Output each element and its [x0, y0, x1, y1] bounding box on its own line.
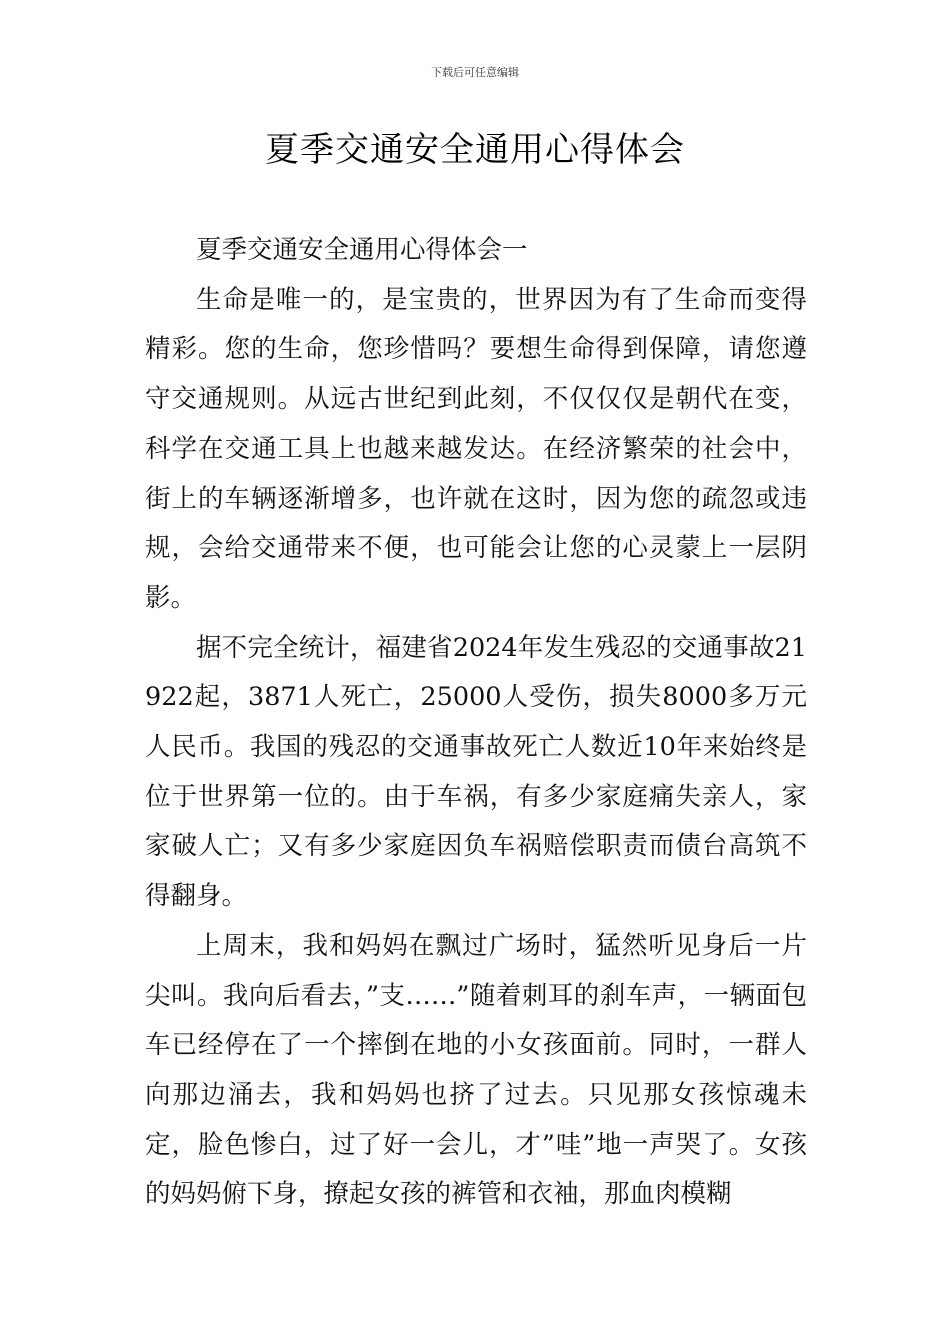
section-heading: 夏季交通安全通用心得体会一: [196, 235, 528, 265]
document-title: 夏季交通安全通用心得体会: [265, 130, 685, 170]
paragraph-2: 据不完全统计，福建省2024年发生残忍的交通事故21922起，3871人死亡，25000人受伤，损失8000多万元人民币。我国的残忍的交通事故死亡人数近10年来始终是位于世界第一位的。由于车祸，有多少家庭痛失亲人，家家破人亡；又有多少家庭因负车祸赔偿职责而债台高筑不得翻身。: [145, 632, 807, 912]
paragraph-1: 生命是唯一的，是宝贵的，世界因为有了生命而变得精彩。您的生命，您珍惜吗？要想生命得到保障，请您遵守交通规则。从远古世纪到此刻，不仅仅仅是朝代在变，科学在交通工具上也越来越发达。在经济繁荣的社会中，街上的车辆逐渐增多，也许就在这时，因为您的疏忽或违规，会给交通带来不便，也可能会让您的心灵蒙上一层阴影。: [145, 284, 807, 613]
paragraph-3: 上周末，我和妈妈在飘过广场时，猛然听见身后一片尖叫。我向后看去，”支……”随着刺耳的刹车声，一辆面包车已经停在了一个摔倒在地的小女孩面前。同时，一群人向那边涌去，我和妈妈也挤了过去。只见那女孩惊魂未定，脸色惨白，过了好一会儿，才”哇”地一声哭了。女孩的妈妈俯下身，撩起女孩的裤管和衣袖，那血肉模糊: [145, 930, 807, 1210]
page-header-note: 下载后可任意编辑: [431, 66, 519, 79]
document-body: [145, 226, 807, 1220]
